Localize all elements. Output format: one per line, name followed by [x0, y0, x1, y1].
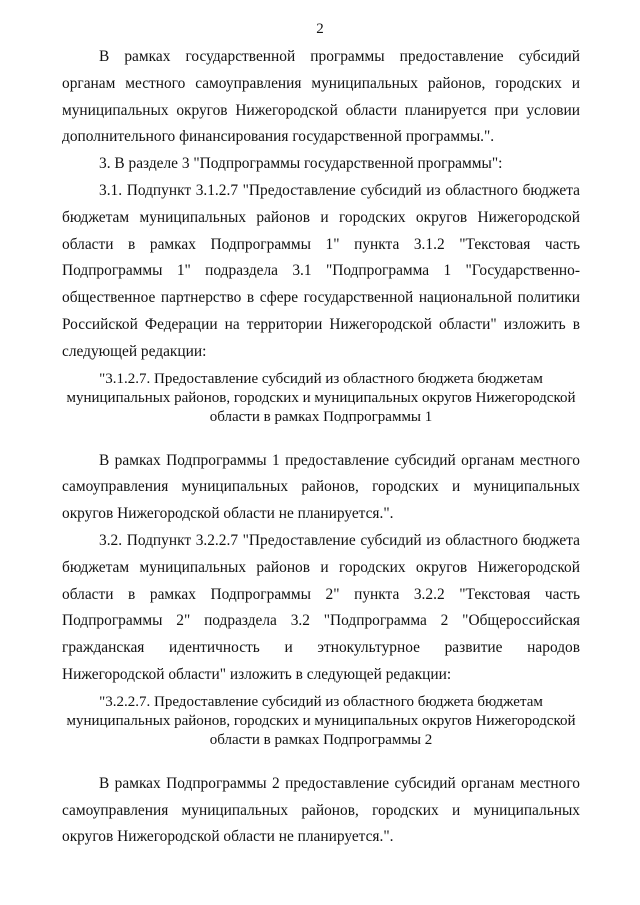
subpoint-heading-3-2-2-7 — [62, 693, 580, 750]
page-number: 2 — [316, 21, 324, 37]
subpoint-heading-3-1-2-7 — [62, 370, 580, 427]
spacer — [62, 750, 580, 771]
heading-line: муниципальных районов, городских и муниципальных округов Нижегородской — [66, 712, 576, 729]
paragraph-subprogram-2-text: В рамках Подпрограммы 2 предоставление субсидий органам местного самоуправления муниципальных районов, городских и муниципальных округов Нижегородской области не планируется.". — [62, 774, 580, 846]
heading-line: муниципальных районов, городских и муниципальных округов Нижегородской — [66, 389, 576, 406]
heading-line: "3.1.2.7. Предоставление субсидий из областного бюджета бюджетам — [99, 370, 543, 387]
heading-line: области в рамках Подпрограммы 2 — [209, 731, 433, 748]
document-body — [62, 44, 580, 851]
paragraph-funding-condition: В рамках государственной программы предоставление субсидий органам местного самоуправления муниципальных районов, городских и муниципальных округов Нижегородской области планируется при условии дополнительного финансирования государственной программы.". — [62, 48, 580, 146]
paragraph-subpoint-3-2: 3.2. Подпункт 3.2.2.7 "Предоставление субсидий из областного бюджета бюджетам муниципальных районов и городских округов Нижегородской области в рамках Подпрограммы 2" пункта 3.2.2 "Текстовая часть Подпрограммы 2" подраздела 3.2 "Подпрограмма 2 "Общероссийская гражданская идентичность и этнокультурное развитие народов Нижегородской области" изложить в следующей редакции: — [62, 531, 580, 683]
paragraph-section-3: 3. В разделе 3 "Подпрограммы государственной программы": — [99, 155, 503, 173]
paragraph-subprogram-1-text: В рамках Подпрограммы 1 предоставление субсидий органам местного самоуправления муниципальных районов, городских и муниципальных округов Нижегородской области не планируется.". — [62, 451, 580, 523]
heading-line: "3.2.2.7. Предоставление субсидий из областного бюджета бюджетам — [99, 693, 543, 710]
paragraph-subpoint-3-1: 3.1. Подпункт 3.1.2.7 "Предоставление субсидий из областного бюджета бюджетам муниципальных районов и городских округов Нижегородской области в рамках Подпрограммы 1" пункта 3.1.2 "Текстовая часть Подпрограммы 1" подраздела 3.1 "Подпрограмма 1 "Государственно-общественное партнерство в сфере государственной национальной политики Российской Федерации на территории Нижегородской области" изложить в следующей редакции: — [62, 181, 580, 360]
spacer — [62, 427, 580, 448]
heading-line: области в рамках Подпрограммы 1 — [209, 408, 433, 425]
